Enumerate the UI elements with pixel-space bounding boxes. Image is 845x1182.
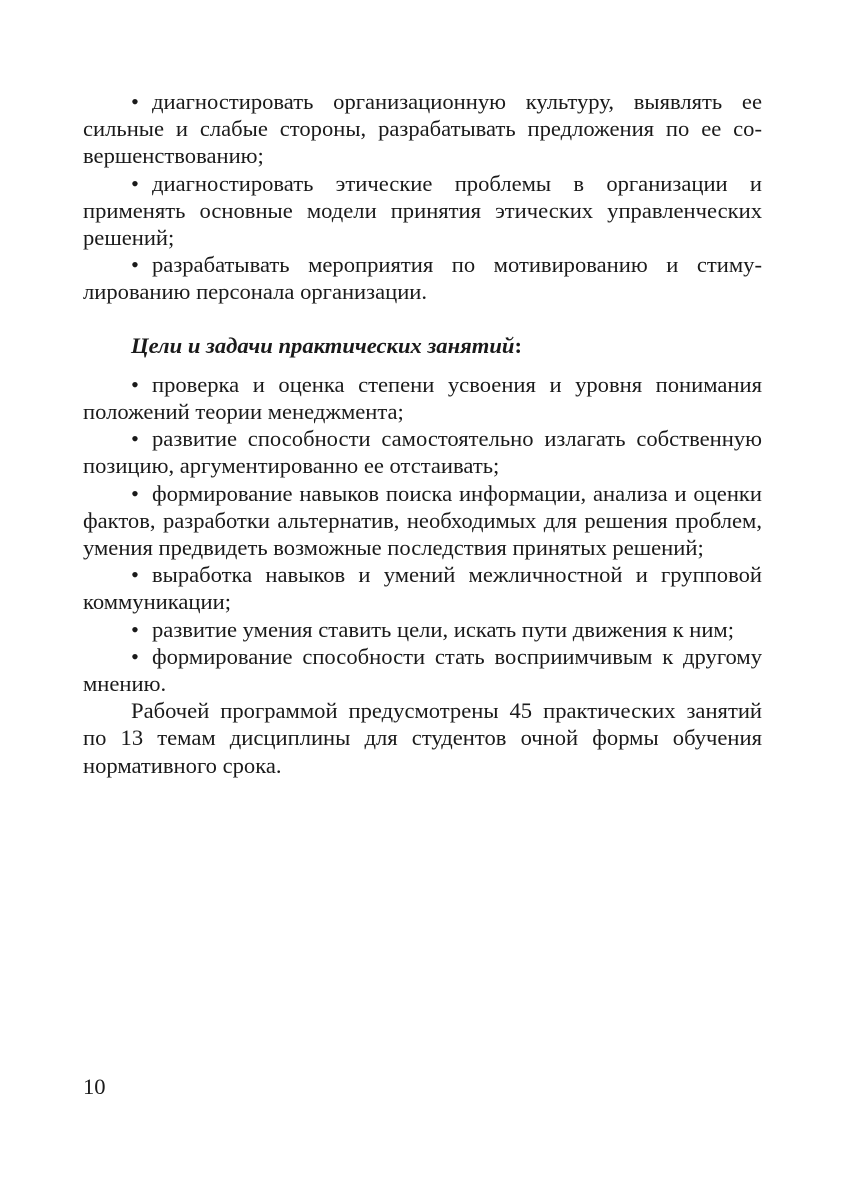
list-item-text: формирование способности стать восприимчивым к другому мнению. xyxy=(83,643,762,697)
list-item-text: диагностировать организационную культуру, выявлять ее сильные и слабые стороны, разрабатывать предложения по ее совершенствованию; xyxy=(83,89,762,169)
list-item xyxy=(83,251,762,305)
intro-list xyxy=(83,88,762,306)
closing-paragraph: Рабочей программой предусмотрены 45 практических занятий по 13 темам дисциплины для студентов очной формы обучения нормативного срока. xyxy=(83,698,762,778)
bullet-icon: • xyxy=(131,170,139,196)
bullet-icon: • xyxy=(131,643,139,669)
page-body xyxy=(83,88,762,779)
list-item xyxy=(83,480,762,562)
list-item-text: диагностировать этические проблемы в организации и применять основные модели принятия этических управленческих решений; xyxy=(83,170,762,251)
list-item-text: формирование навыков поиска информации, анализа и оценки фактов, разработки альтернатив, необходимых для решения проблем, умения предвидеть возможные последствия принятых решений; xyxy=(83,480,762,561)
bullet-icon: • xyxy=(131,371,139,397)
bullet-icon: • xyxy=(131,562,139,588)
list-item xyxy=(83,88,762,170)
goals-list xyxy=(83,371,762,697)
list-item xyxy=(83,371,762,425)
bullet-icon: • xyxy=(131,480,139,506)
page-number: 10 xyxy=(83,1074,106,1099)
list-item xyxy=(83,425,762,479)
section-title: Цели и задачи практических занятий xyxy=(131,332,515,358)
list-item-text: выработка навыков и умений межличностной и групповой коммуникации; xyxy=(83,562,762,615)
list-item xyxy=(83,170,762,252)
bullet-icon: • xyxy=(131,89,139,114)
section-title-colon: : xyxy=(514,332,523,358)
list-item-text: разрабатывать мероприятия по мотивированию и стимулированию персонала организации. xyxy=(83,252,762,305)
list-item xyxy=(83,643,762,697)
bullet-icon: • xyxy=(131,616,139,642)
list-item xyxy=(83,616,762,643)
bullet-icon: • xyxy=(131,252,139,278)
bullet-icon: • xyxy=(131,426,139,452)
section-heading xyxy=(83,332,762,359)
list-item xyxy=(83,561,762,615)
list-item-text: проверка и оценка степени усвоения и уровня понимания положений теории менеджмента; xyxy=(83,371,762,425)
list-item-text: развитие способности самостоятельно излагать собственную позицию, аргументированно ее отстаивать; xyxy=(83,426,762,479)
list-item-text: развитие умения ставить цели, искать пути движения к ним; xyxy=(152,616,734,642)
